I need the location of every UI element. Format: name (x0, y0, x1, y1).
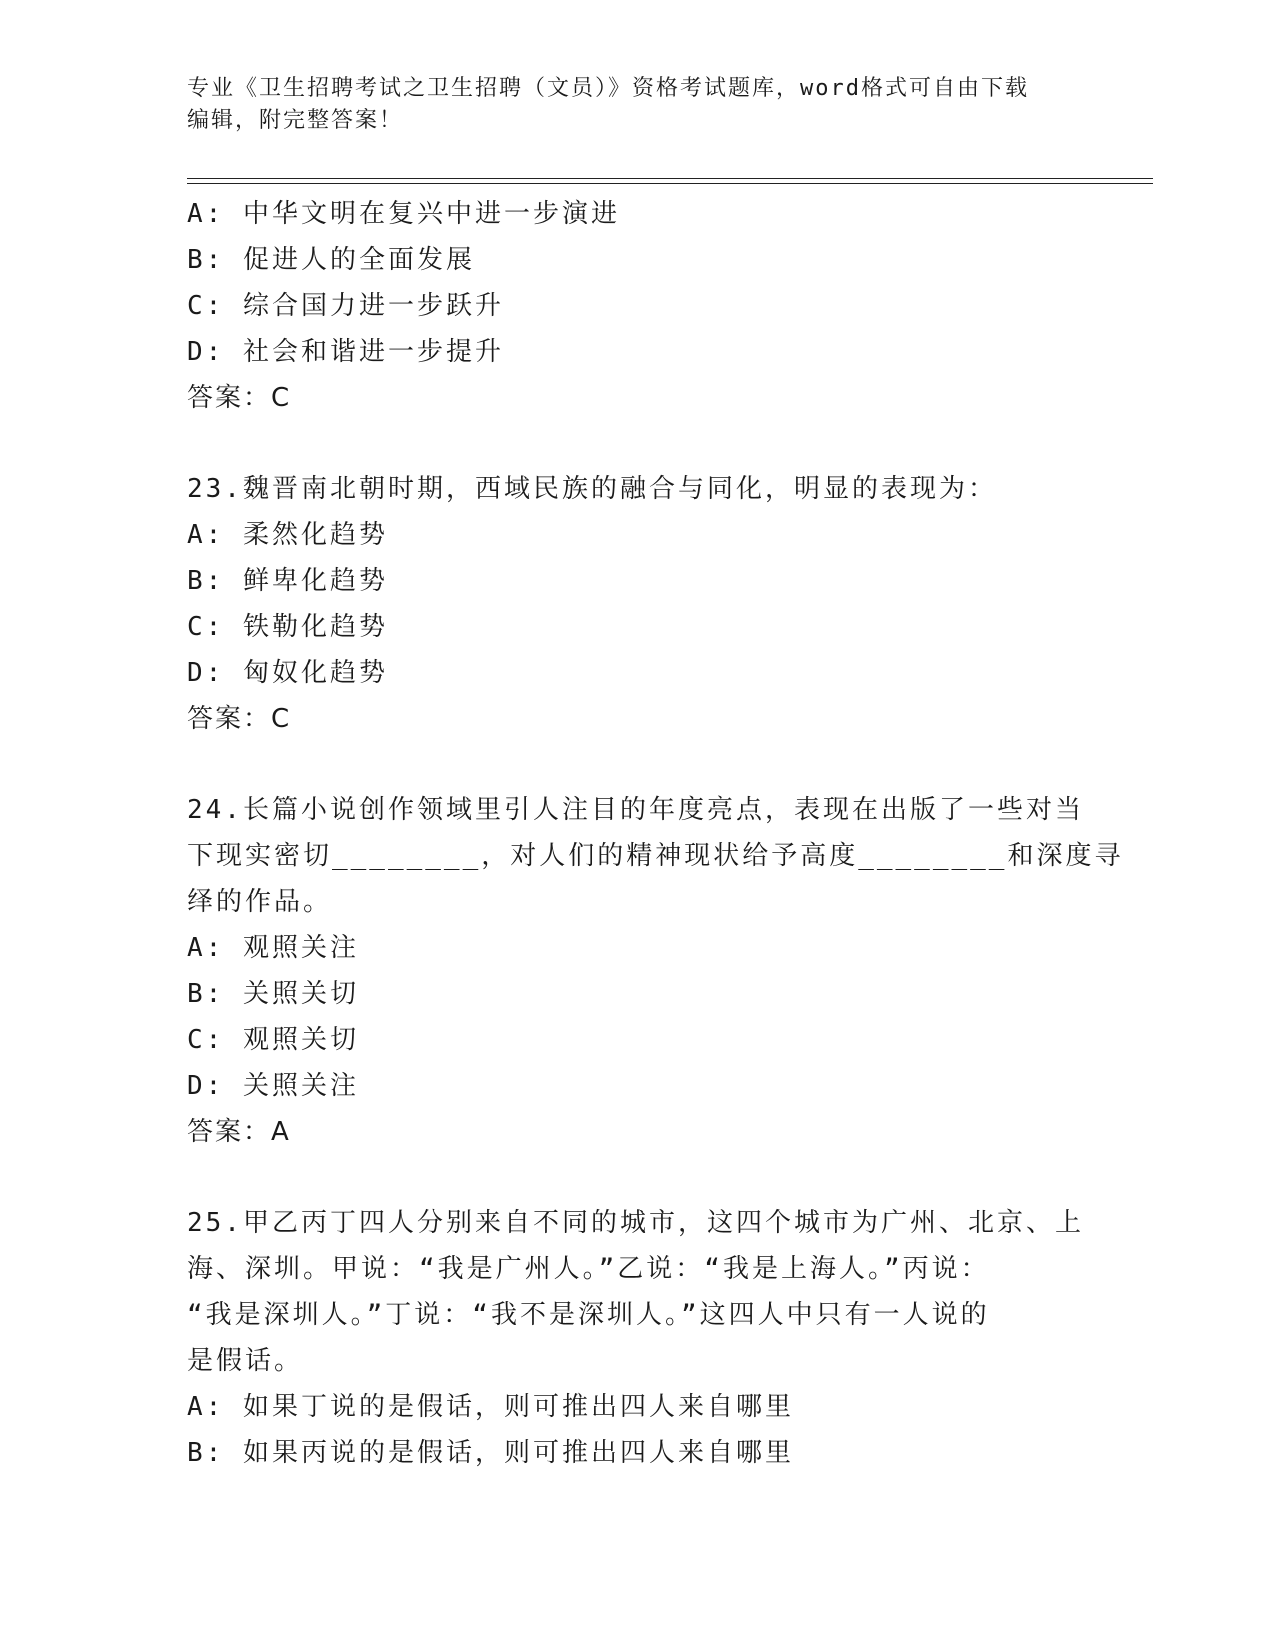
option-a: A: 如果丁说的是假话，则可推出四人来自哪里 (187, 1392, 794, 1422)
header-line-2: 编辑，附完整答案！ (187, 108, 404, 133)
question-23 (187, 466, 1087, 742)
header-line-1: 专业《卫生招聘考试之卫生招聘（文员）》资格考试题库，word格式可自由下载 (187, 76, 1029, 101)
option-d: D: 社会和谐进一步提升 (187, 337, 504, 367)
option-a: A: 观照关注 (187, 933, 359, 963)
question-stem-line-1: 25.甲乙丙丁四人分别来自不同的城市，这四个城市为广州、北京、上 (187, 1208, 1084, 1238)
question-stem-line-1: 24.长篇小说创作领域里引人注目的年度亮点，表现在出版了一些对当 (187, 795, 1084, 825)
option-d: D: 关照关注 (187, 1071, 359, 1101)
question-stem-line-2: 下现实密切________，对人们的精神现状给予高度________和深度寻 (187, 841, 1124, 871)
question-22 (187, 191, 1087, 421)
question-24 (187, 787, 1124, 1155)
option-a: A: 柔然化趋势 (187, 520, 388, 550)
answer-line: 答案：C (187, 704, 292, 734)
answer-line: 答案：A (187, 1117, 291, 1147)
header-divider-top (187, 178, 1153, 179)
option-b: B: 促进人的全面发展 (187, 245, 475, 275)
option-c: C: 综合国力进一步跃升 (187, 291, 504, 321)
question-spacer (187, 421, 1087, 466)
option-b: B: 关照关切 (187, 979, 359, 1009)
option-b: B: 如果丙说的是假话，则可推出四人来自哪里 (187, 1438, 794, 1468)
question-stem-line-4: 是假话。 (187, 1346, 304, 1376)
option-b: B: 鲜卑化趋势 (187, 566, 388, 596)
question-spacer (187, 742, 1087, 787)
header-divider-bottom (187, 183, 1153, 184)
question-stem-line-3: 绎的作品。 (187, 887, 333, 917)
question-list (187, 191, 1124, 1476)
question-spacer (187, 1155, 1087, 1200)
question-stem-line-3: “我是深圳人。”丁说：“我不是深圳人。”这四人中只有一人说的 (187, 1300, 990, 1330)
question-stem-line-2: 海、深圳。甲说：“我是广州人。”乙说：“我是上海人。”丙说： (187, 1254, 990, 1284)
option-d: D: 匈奴化趋势 (187, 658, 388, 688)
option-c: C: 观照关切 (187, 1025, 359, 1055)
document-header (187, 73, 1087, 137)
option-c: C: 铁勒化趋势 (187, 612, 388, 642)
option-a: A: 中华文明在复兴中进一步演进 (187, 199, 620, 229)
answer-line: 答案：C (187, 383, 292, 413)
question-stem: 23.魏晋南北朝时期，西域民族的融合与同化，明显的表现为： (187, 474, 997, 504)
question-25 (187, 1200, 1087, 1476)
